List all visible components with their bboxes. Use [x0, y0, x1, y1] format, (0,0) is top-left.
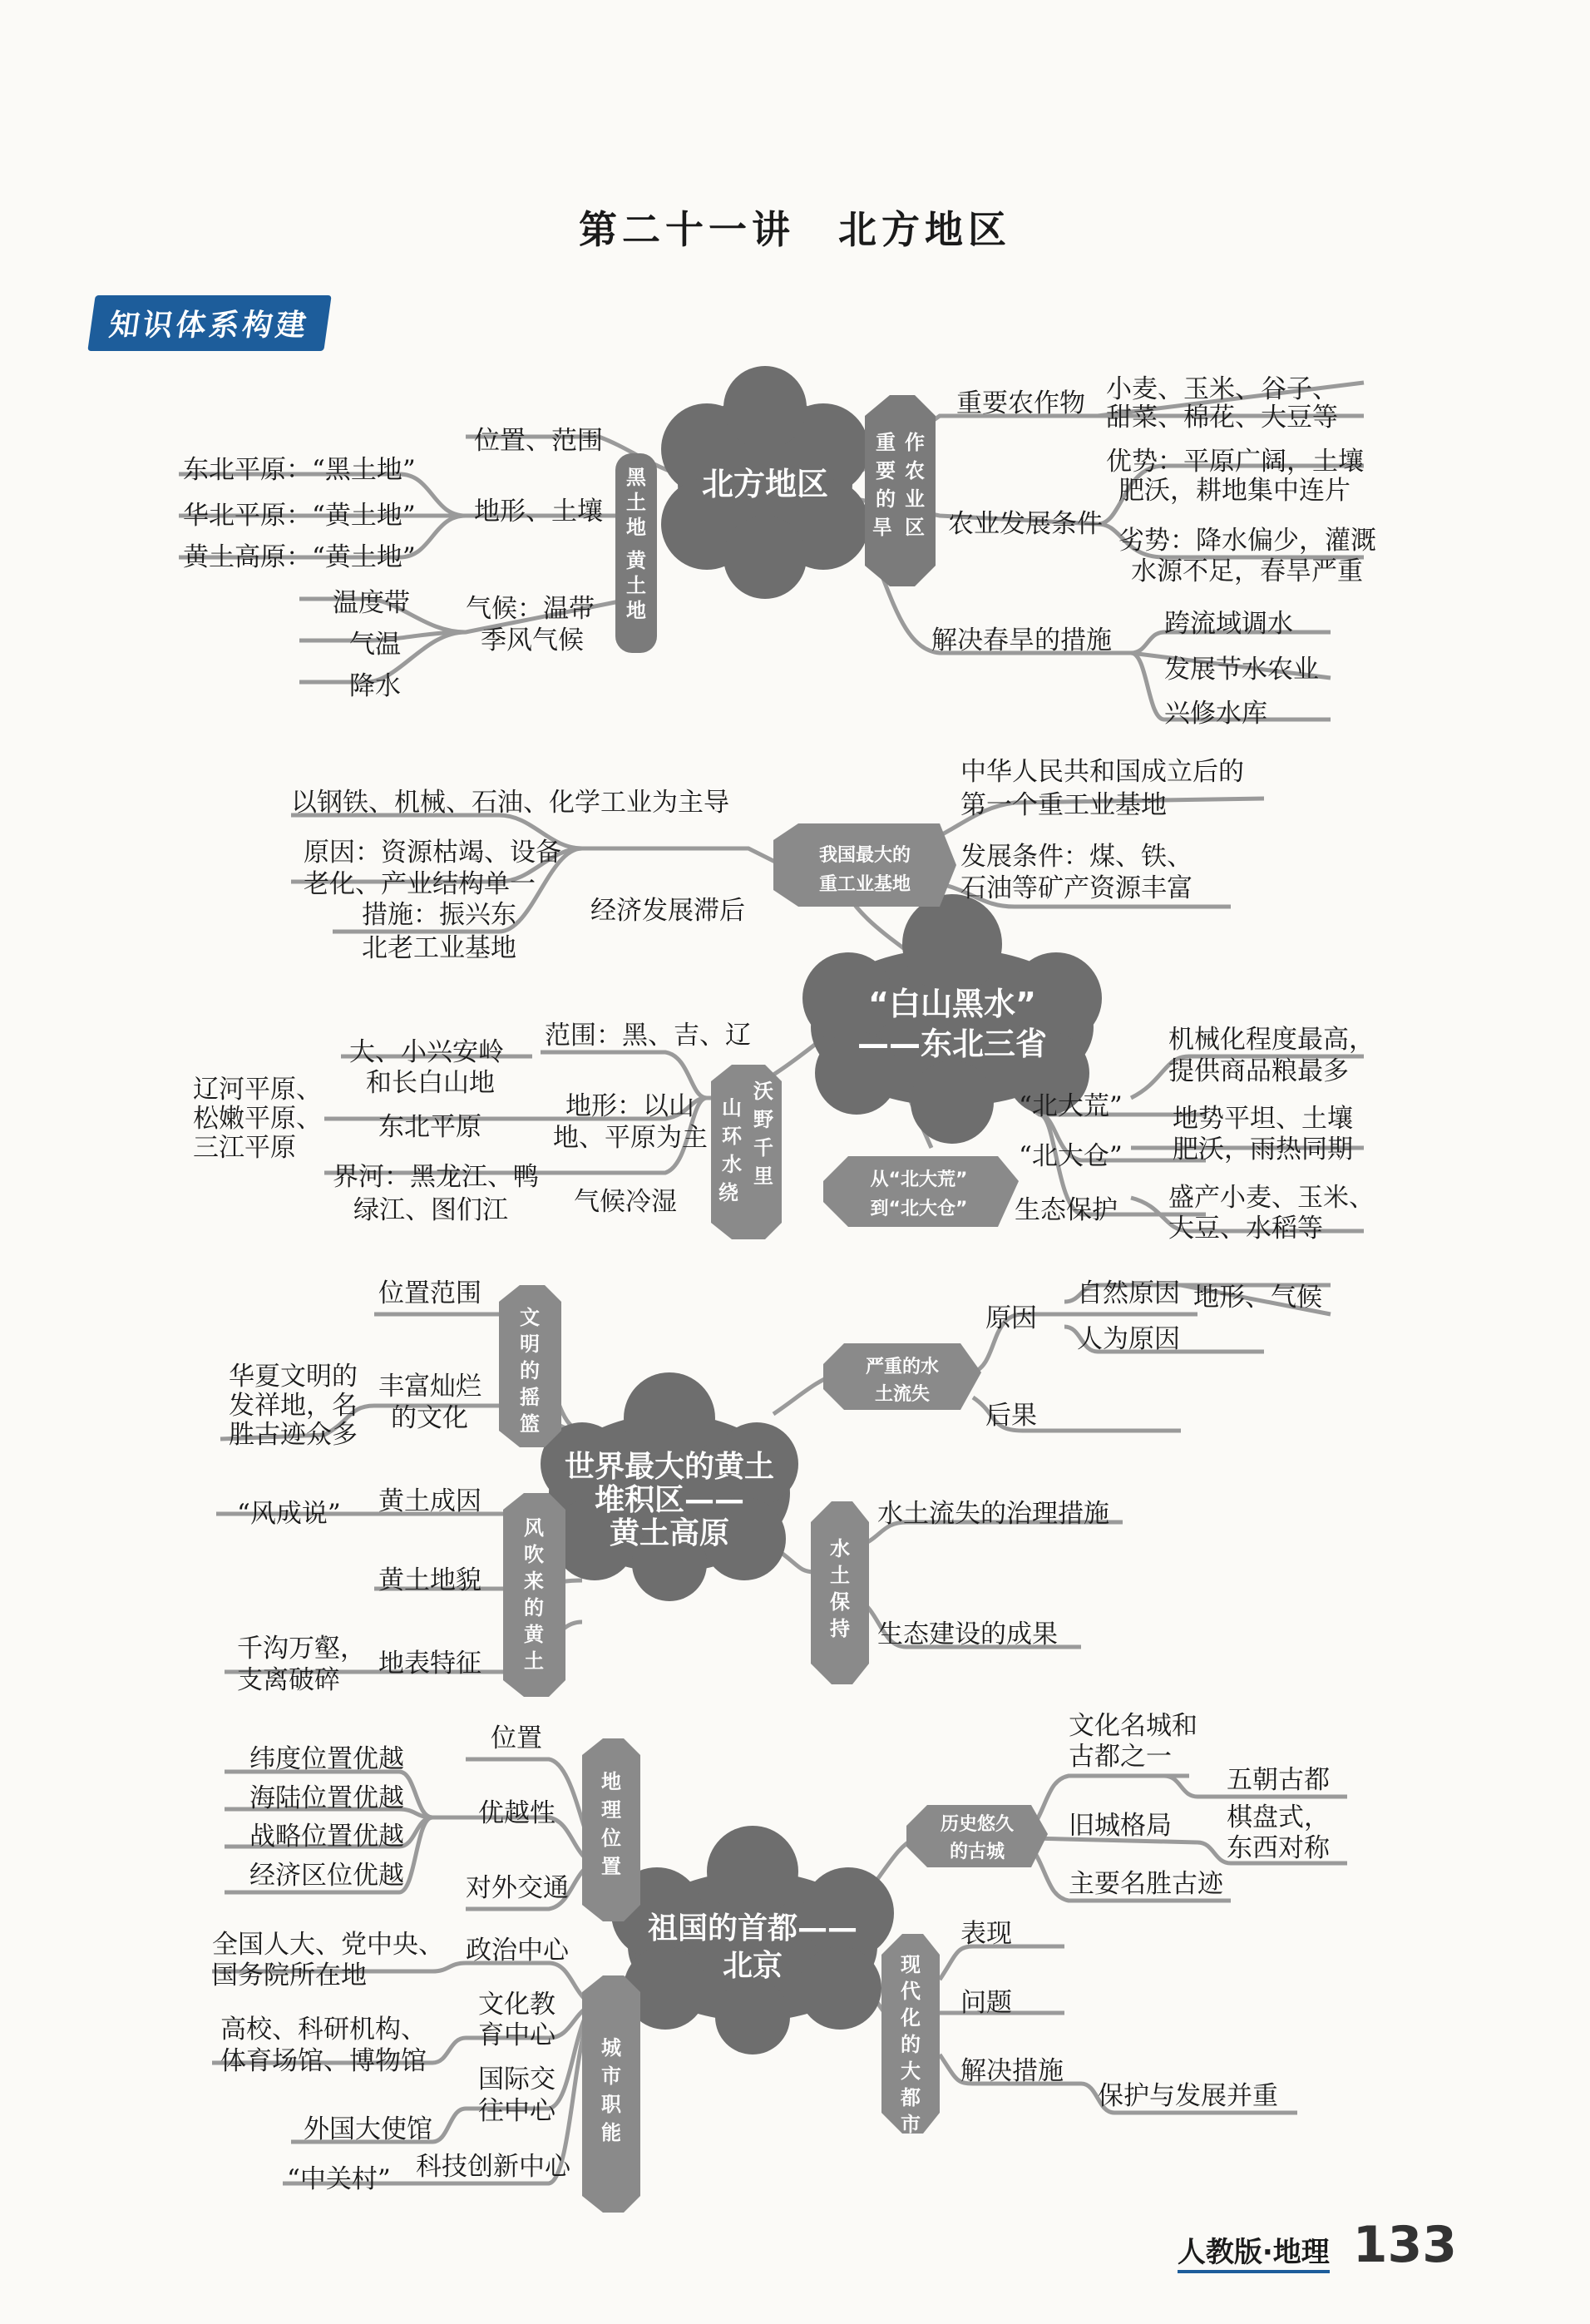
item-intl-2: 往中心 — [478, 2096, 556, 2126]
item-landmarks: 主要名胜古迹 — [1069, 1869, 1223, 1899]
tag-cradle-of-civilization — [499, 1285, 561, 1447]
svg-text:我国最大的: 我国最大的 — [818, 845, 911, 866]
leaf-cradle-1: 华夏文明的 — [229, 1362, 358, 1392]
item-main-industries: 以钢铁、机械、石油、化学工业为主导 — [291, 788, 729, 818]
item-cold-wet: 气候冷湿 — [574, 1187, 677, 1217]
svg-text:现代化的大都市: 现代化的大都市 — [901, 1953, 921, 2136]
center-node-northern-region — [661, 366, 869, 599]
item-spring-drought: 解决春旱的措施 — [931, 626, 1112, 655]
svg-text:文明的摇篮: 文明的摇篮 — [520, 1306, 540, 1436]
item-terrain-soil: 地形、土壤 — [474, 497, 603, 527]
item-climate-2: 季风气候 — [481, 626, 584, 655]
leaf-chessboard-1: 棋盘式， — [1227, 1802, 1330, 1832]
svg-text:——东北三省: ——东北三省 — [857, 1026, 1048, 1062]
leaf-disadv-1: 劣势：降水偏少，灌溉 — [1118, 526, 1376, 556]
leaf-economic: 经济区位优越 — [249, 1861, 404, 1891]
tag-soil-erosion — [823, 1343, 981, 1410]
leaf-border-1: 界河：黑龙江、鸭 — [333, 1162, 539, 1192]
item-intl-1: 国际交 — [478, 2064, 556, 2094]
item-reason-1: 原因：资源枯竭、设备 — [304, 838, 561, 868]
item-econ-lag: 经济发展滞后 — [590, 896, 745, 926]
leaf-human-cause: 人为原因 — [1077, 1324, 1180, 1354]
leaf-cradle-3: 胜古迹众多 — [229, 1420, 358, 1450]
item-old-layout: 旧城格局 — [1069, 1811, 1172, 1841]
page-footer — [1178, 2216, 1457, 2274]
leaf-gullies-2: 支离破碎 — [237, 1665, 340, 1695]
item-transport: 对外交通 — [466, 1873, 569, 1903]
leaf-zhongguancun: “中关村” — [287, 2164, 391, 2194]
item-eco-results: 生态建设的成果 — [877, 1619, 1058, 1649]
svg-text:到“北大仓”: 到“北大仓” — [870, 1199, 968, 1219]
section-badge: 知识体系构建 — [87, 295, 331, 351]
leaf-border-2: 绿江、图们江 — [353, 1195, 508, 1225]
leaf-embassies: 外国大使馆 — [304, 2114, 432, 2144]
leaf-ne-plain: 东北平原 — [378, 1112, 481, 1142]
svg-text:土流失: 土流失 — [874, 1384, 931, 1405]
svg-text:水土保持: 水土保持 — [830, 1537, 850, 1640]
svg-text:重工业基地: 重工业基地 — [818, 874, 911, 895]
leaf-cradle-2: 发祥地，名 — [229, 1391, 358, 1421]
leaf-latitude: 纬度位置优越 — [249, 1744, 404, 1774]
leaf-flat-2: 肥沃，雨热同期 — [1173, 1135, 1353, 1164]
leaf-plain-2: 松嫩平原、 — [193, 1104, 322, 1134]
leaf-xingan: 大、小兴安岭 — [349, 1037, 504, 1067]
svg-text:黑土地黄土地: 黑土地黄土地 — [626, 466, 646, 622]
center-node-beijing — [611, 1826, 894, 2055]
svg-text:从“北大荒”: 从“北大荒” — [870, 1169, 968, 1190]
svg-text:的古城: 的古城 — [949, 1842, 1005, 1862]
leaf-plain-1: 辽河平原、 — [193, 1075, 322, 1105]
leaf-water-saving: 发展节水农业 — [1164, 655, 1319, 685]
tag-black-yellow-land — [615, 453, 657, 653]
leaf-gullies-1: 千沟万壑， — [237, 1634, 366, 1664]
item-agri-conditions: 农业发展条件 — [948, 509, 1103, 539]
leaf-water-transfer: 跨流域调水 — [1164, 609, 1293, 639]
tag-beidahuang — [823, 1156, 1019, 1227]
item-surface-feature: 地表特征 — [378, 1649, 481, 1679]
item-measure-1: 措施：振兴东 — [362, 900, 516, 930]
item-culture-1: 文化教 — [478, 1990, 556, 2020]
leaf-reservoir: 兴修水库 — [1164, 699, 1267, 729]
item-first-base-2: 第一个重工业基地 — [960, 790, 1167, 820]
tag-wind-blown-loess — [503, 1493, 565, 1697]
leaf-flat-1: 地势平坦、土壤 — [1173, 1104, 1353, 1134]
item-political: 政治中心 — [466, 1936, 569, 1966]
leaf-temperature: 气温 — [349, 630, 401, 660]
item-location-scope: 位置范围 — [378, 1278, 481, 1308]
svg-text:地理位置: 地理位置 — [601, 1770, 621, 1878]
leaf-natural-cause: 自然原因 — [1077, 1278, 1180, 1308]
item-eco-protect: 生态保护 — [1015, 1195, 1118, 1225]
svg-text:北京: 北京 — [722, 1949, 783, 1983]
leaf-crops-1: 小麦、玉米、谷子、 — [1106, 374, 1338, 404]
item-performance: 表现 — [960, 1919, 1012, 1949]
svg-text:重要的旱 作农业区: 重要的旱 作农业区 — [872, 431, 925, 539]
item-famous-city-2: 古都之一 — [1069, 1742, 1172, 1772]
leaf-adv-1: 优势：平原广阔，土壤 — [1106, 447, 1364, 477]
item-terrain-2: 地、平原为主 — [553, 1123, 708, 1153]
item-location-range: 位置、范围 — [474, 426, 603, 456]
leaf-crops-2: 大豆、水稻等 — [1168, 1214, 1323, 1244]
leaf-strategic: 战略位置优越 — [249, 1822, 404, 1852]
leaf-loess: 黄土高原：“黄土地” — [183, 542, 416, 572]
leaf-five-dynasties: 五朝古都 — [1227, 1765, 1330, 1795]
item-cause: 原因 — [985, 1303, 1037, 1333]
svg-text:历史悠久: 历史悠久 — [940, 1814, 1015, 1835]
leaf-adv-2: 肥沃，耕地集中连片 — [1118, 476, 1351, 506]
item-measure-2: 北老工业基地 — [362, 933, 516, 963]
item-advantage: 优越性 — [478, 1798, 556, 1828]
leaf-wind-theory: “风成说” — [237, 1499, 341, 1529]
leaf-npc-1: 全国人大、党中央、 — [212, 1930, 444, 1960]
leaf-sea-land: 海陆位置优越 — [249, 1783, 404, 1813]
item-treatment: 水土流失的治理措施 — [877, 1499, 1109, 1529]
leaf-crops-1: 盛产小麦、玉米、 — [1168, 1183, 1375, 1213]
item-beidacang: “北大仓” — [1019, 1141, 1123, 1171]
svg-text:堆积区——: 堆积区—— — [594, 1483, 745, 1517]
item-famous-city-1: 文化名城和 — [1069, 1711, 1197, 1741]
svg-text:世界最大的黄土: 世界最大的黄土 — [564, 1450, 775, 1484]
item-landforms: 黄土地貌 — [378, 1565, 481, 1595]
item-reason-2: 老化、产业结构单一 — [304, 869, 536, 899]
leaf-precip: 降水 — [349, 671, 401, 701]
svg-text:严重的水: 严重的水 — [865, 1357, 940, 1377]
item-beidahuang: “北大荒” — [1019, 1091, 1123, 1121]
item-loess-origin: 黄土成因 — [378, 1486, 481, 1516]
item-culture-1: 丰富灿烂 — [378, 1372, 481, 1402]
leaf-ne-plain: 东北平原：“黑土地” — [183, 455, 416, 485]
svg-text:城市职能: 城市职能 — [601, 2036, 621, 2144]
item-dev-cond-1: 发展条件：煤、铁、 — [960, 842, 1192, 872]
item-crops: 重要农作物 — [956, 388, 1085, 418]
leaf-temp-zone: 温度带 — [333, 588, 410, 618]
item-culture-2: 育中心 — [478, 2020, 556, 2050]
svg-text:风吹来的黄土: 风吹来的黄土 — [524, 1516, 544, 1673]
leaf-mechan-1: 机械化程度最高， — [1168, 1025, 1375, 1055]
item-position: 位置 — [491, 1723, 542, 1753]
leaf-terrain-climate: 地形、气候 — [1193, 1283, 1322, 1313]
tag-city-functions — [582, 1975, 640, 2213]
item-terrain-1: 地形：以山 — [565, 1091, 694, 1121]
tag-mountains-rivers — [711, 1065, 782, 1239]
item-consequence: 后果 — [985, 1401, 1037, 1431]
leaf-changbai: 和长白山地 — [366, 1068, 495, 1098]
item-problems: 问题 — [960, 1988, 1012, 2018]
leaf-mechan-2: 提供商品粮最多 — [1168, 1056, 1349, 1086]
svg-text:山环水绕 沃野千里: 山环水绕 沃野千里 — [718, 1080, 773, 1204]
leaf-plain-3: 三江平原 — [193, 1133, 296, 1163]
leaf-crops-2: 甜菜、棉花、大豆等 — [1106, 403, 1338, 433]
svg-text:黄土高原: 黄土高原 — [609, 1516, 730, 1550]
item-scope: 范围：黑、吉、辽 — [545, 1021, 751, 1051]
item-first-base-1: 中华人民共和国成立后的 — [960, 757, 1244, 787]
svg-text:“白山黑水”: “白山黑水” — [868, 986, 1036, 1022]
leaf-npc-2: 国务院所在地 — [212, 1961, 367, 1990]
leaf-universities-2: 体育场馆、博物馆 — [220, 2046, 427, 2076]
tag-geo-location — [582, 1738, 640, 1921]
item-culture-2: 的文化 — [391, 1403, 468, 1433]
tag-heavy-industry-base — [773, 823, 956, 907]
leaf-disadv-2: 水源不足，春旱严重 — [1131, 556, 1363, 586]
leaf-universities-1: 高校、科研机构、 — [220, 2015, 427, 2045]
item-tech: 科技创新中心 — [416, 2152, 570, 2182]
center-node-loess — [541, 1372, 798, 1601]
item-climate-1: 气候：温带 — [466, 594, 595, 624]
tag-ancient-city — [906, 1805, 1048, 1867]
tag-soil-conservation — [811, 1501, 869, 1684]
leaf-balance: 保护与发展并重 — [1098, 2081, 1278, 2111]
edition-label: 人教版·地理 — [1178, 2229, 1330, 2273]
page-number: 133 — [1352, 2216, 1457, 2274]
item-solutions: 解决措施 — [960, 2056, 1064, 2086]
item-dev-cond-2: 石油等矿产资源丰富 — [960, 873, 1192, 903]
center-label: 北方地区 — [701, 466, 829, 502]
tag-modern-metropolis — [881, 1934, 940, 2136]
svg-text:祖国的首都——: 祖国的首都—— — [647, 1911, 858, 1946]
leaf-nc-plain: 华北平原：“黄土地” — [183, 501, 416, 531]
tag-dry-farming-area — [865, 395, 936, 586]
page-title: 第二十一讲 北方地区 — [579, 207, 1011, 252]
leaf-chessboard-2: 东西对称 — [1227, 1833, 1330, 1863]
